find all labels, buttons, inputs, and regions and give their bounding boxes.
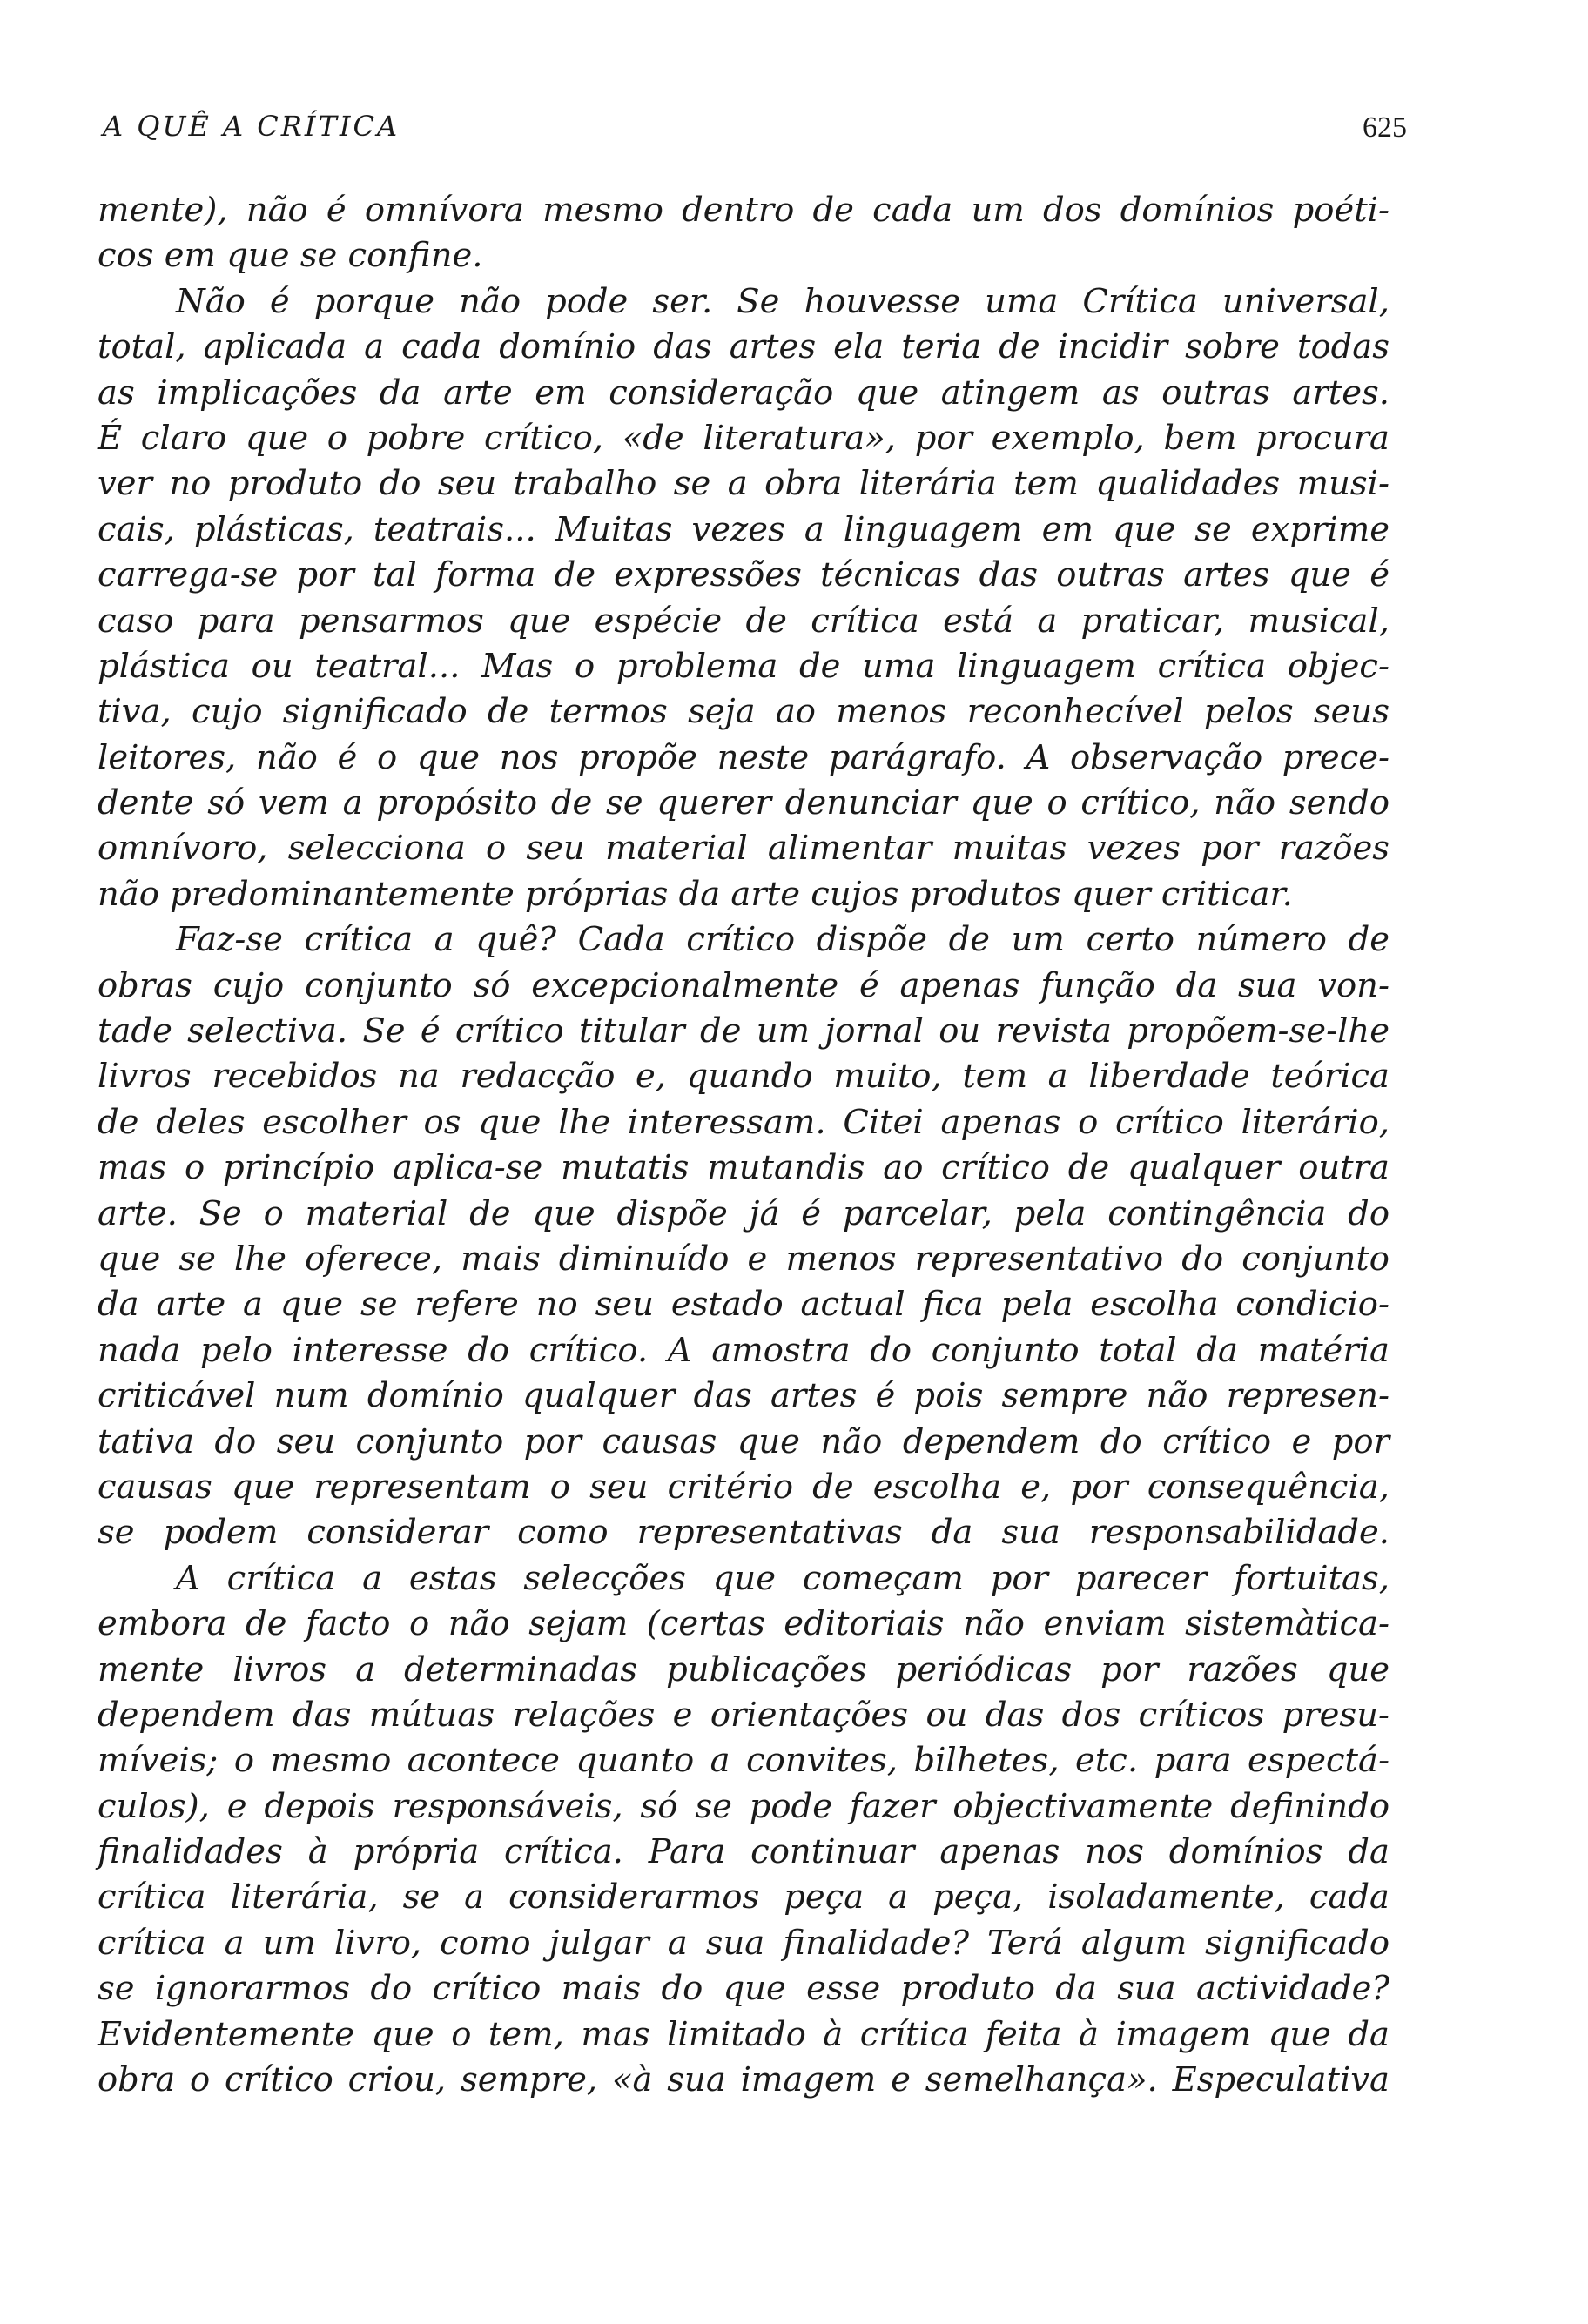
page-number: 625: [1363, 111, 1407, 144]
book-page: [98, 0, 1407, 2100]
text-line: criticável num domínio qualquer das artes é pois sempre não represen-: [98, 1376, 1390, 1416]
text-line: É claro que o pobre crítico, «de literatura», por exemplo, bem procura: [98, 418, 1390, 458]
text-line: ver no produto do seu trabalho se a obra literária tem qualidades musi-: [98, 464, 1390, 504]
text-line: A crítica a estas selecções que começam por parecer fortuitas,: [176, 1558, 1390, 1598]
text-line: dente só vem a propósito de se querer denunciar que o crítico, não sendo: [98, 783, 1390, 823]
text-line: tiva, cujo significado de termos seja ao menos reconhecível pelos seus: [98, 692, 1390, 732]
running-header: [98, 0, 1407, 144]
text-line: nada pelo interesse do crítico. A amostra do conjunto total da matéria: [98, 1330, 1390, 1370]
text-line: míveis; o mesmo acontece quanto a convites, bilhetes, etc. para espectá-: [98, 1741, 1390, 1781]
text-line: cais, plásticas, teatrais... Muitas vezes a linguagem em que se exprime: [98, 509, 1390, 549]
text-line: que se lhe oferece, mais diminuído e menos representativo do conjunto: [98, 1239, 1390, 1279]
text-line: mas o princípio aplica-se mutatis mutandis ao crítico de qualquer outra: [98, 1148, 1390, 1188]
text-line: da arte a que se refere no seu estado actual fica pela escolha condicio-: [98, 1285, 1390, 1325]
text-line: de deles escolher os que lhe interessam. Citei apenas o crítico literário,: [98, 1102, 1390, 1142]
text-line: arte. Se o material de que dispõe já é parcelar, pela contingência do: [98, 1193, 1390, 1233]
text-line: caso para pensarmos que espécie de crítica está a praticar, musical,: [98, 601, 1390, 641]
text-line: crítica a um livro, como julgar a sua finalidade? Terá algum significado: [98, 1923, 1390, 1963]
text-line: Faz-se crítica a quê? Cada crítico dispõe de um certo número de: [176, 920, 1390, 960]
text-line: plástica ou teatral... Mas o problema de uma linguagem crítica objec-: [98, 646, 1390, 686]
text-line: mente livros a determinadas publicações periódicas por razões que: [98, 1649, 1390, 1689]
text-line: se podem considerar como representativas da sua responsabilidade.: [98, 1513, 1390, 1553]
text-line: tativa do seu conjunto por causas que não dependem do crítico e por: [98, 1421, 1390, 1461]
text-line: Evidentemente que o tem, mas limitado à crítica feita à imagem que da: [98, 2014, 1390, 2054]
text-line: omnívoro, selecciona o seu material alimentar muitas vezes por razões: [98, 829, 1390, 869]
text-line: obras cujo conjunto só excepcionalmente é apenas função da sua von-: [98, 965, 1390, 1005]
text-line: leitores, não é o que nos propõe neste parágrafo. A observação prece-: [98, 737, 1390, 777]
text-line: não predominantemente próprias da arte cujos produtos quer criticar.: [98, 874, 1293, 914]
text-line: obra o crítico criou, sempre, «à sua imagem e semelhança». Especulativa: [98, 2060, 1390, 2100]
body-text: [98, 188, 1390, 2103]
text-line: mente), não é omnívora mesmo dentro de cada um dos domínios poéti-: [98, 191, 1390, 230]
text-line: tade selectiva. Se é crítico titular de um jornal ou revista propõem-se-lhe: [98, 1011, 1390, 1051]
text-line: dependem das mútuas relações e orientações ou das dos críticos presu-: [98, 1695, 1390, 1735]
running-title: A QUÊ A CRÍTICA: [103, 110, 400, 143]
text-line: finalidades à própria crítica. Para continuar apenas nos domínios da: [98, 1832, 1390, 1872]
text-line: causas que representam o seu critério de escolha e, por consequência,: [98, 1467, 1390, 1507]
text-line: as implicações da arte em consideração que atingem as outras artes.: [98, 373, 1390, 413]
text-line: cos em que se confine.: [98, 236, 483, 276]
text-line: embora de facto o não sejam (certas editoriais não enviam sistemàtica-: [98, 1604, 1390, 1644]
text-line: Não é porque não pode ser. Se houvesse uma Crítica universal,: [176, 281, 1390, 321]
text-line: carrega-se por tal forma de expressões técnicas das outras artes que é: [98, 555, 1390, 595]
text-line: se ignorarmos do crítico mais do que esse produto da sua actividade?: [98, 1969, 1390, 2009]
text-line: total, aplicada a cada domínio das artes ela teria de incidir sobre todas: [98, 327, 1390, 367]
text-line: crítica literária, se a considerarmos peça a peça, isoladamente, cada: [98, 1877, 1390, 1918]
text-line: culos), e depois responsáveis, só se pode fazer objectivamente definindo: [98, 1786, 1390, 1826]
text-line: livros recebidos na redacção e, quando muito, tem a liberdade teórica: [98, 1057, 1390, 1097]
